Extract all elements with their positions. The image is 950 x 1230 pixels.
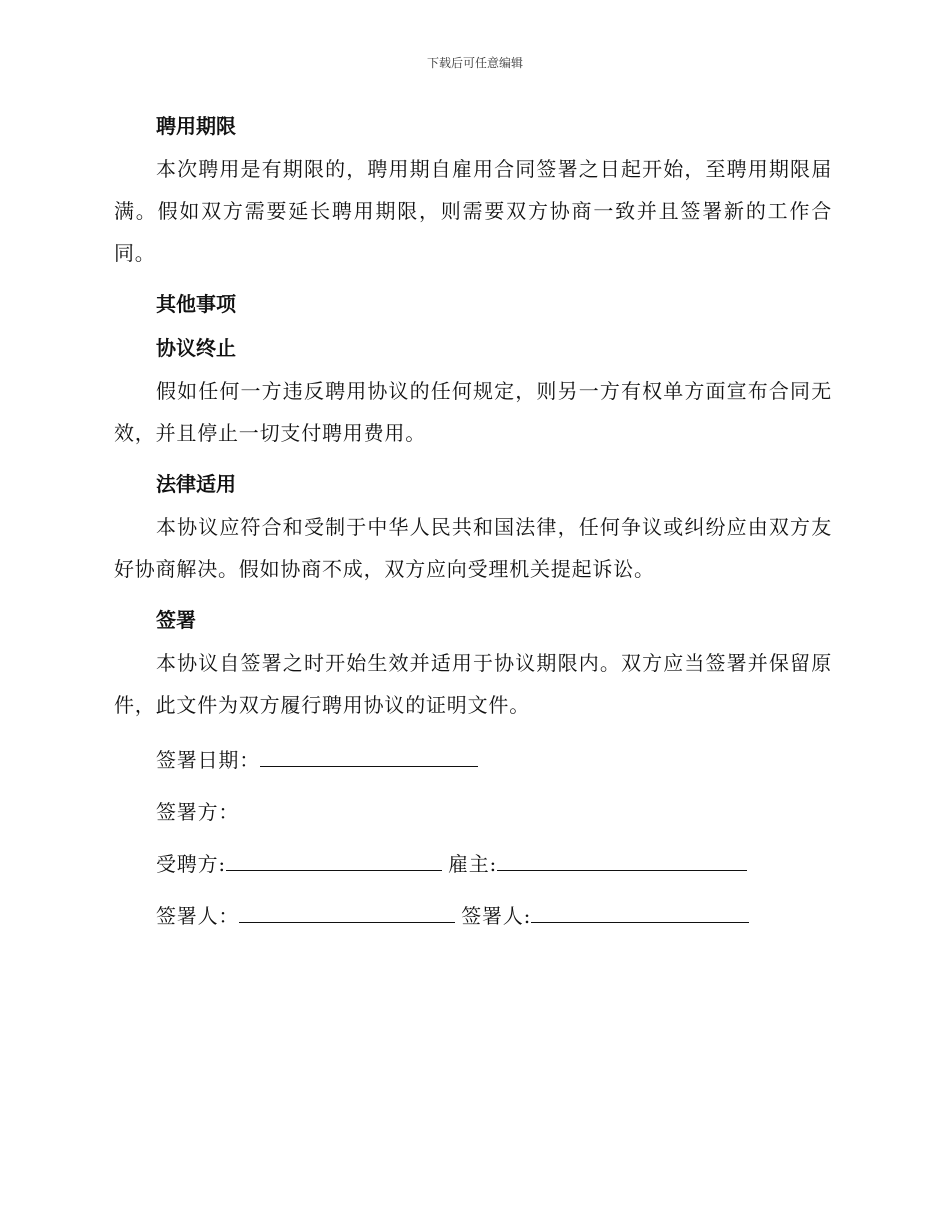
page-header-note: 下载后可任意编辑	[426, 56, 523, 70]
signature-date-blank[interactable]	[260, 765, 478, 767]
signature-date-row	[114, 734, 832, 786]
section-heading-signing: 签署	[156, 608, 196, 632]
employer-label: 雇主:	[447, 852, 498, 876]
document-body	[114, 104, 832, 942]
section-body-law: 本协议应符合和受制于中华人民共和国法律，任何争议或纠纷应由双方友好协商解决。假如协商不成，双方应向受理机关提起诉讼。	[114, 515, 832, 581]
signature-parties-row	[114, 786, 832, 838]
signer-left-blank[interactable]	[239, 921, 455, 923]
signature-date-label: 签署日期：	[156, 748, 260, 772]
section-body-term: 本次聘用是有期限的，聘用期自雇用合同签署之日起开始，至聘用期限届满。假如双方需要延长聘用期限，则需要双方协商一致并且签署新的工作合同。	[114, 157, 832, 265]
employer-blank[interactable]	[497, 869, 747, 871]
section-heading-term: 聘用期限	[156, 114, 236, 138]
signer-row	[114, 890, 832, 942]
signature-parties-label: 签署方：	[156, 800, 240, 824]
employee-blank[interactable]	[226, 869, 442, 871]
section-body-signing: 本协议自签署之时开始生效并适用于协议期限内。双方应当签署并保留原件，此文件为双方履行聘用协议的证明文件。	[114, 651, 832, 717]
signer-left-label: 签署人：	[156, 904, 240, 928]
signer-right-blank[interactable]	[531, 921, 749, 923]
signer-right-label: 签署人:	[461, 904, 532, 928]
employee-label: 受聘方:	[156, 852, 226, 876]
section-body-termination: 假如任何一方违反聘用协议的任何规定，则另一方有权单方面宣布合同无效，并且停止一切支付聘用费用。	[114, 379, 832, 445]
signature-party-row	[114, 838, 832, 890]
section-heading-termination: 协议终止	[156, 336, 236, 360]
section-heading-law: 法律适用	[156, 472, 236, 496]
section-heading-other: 其他事项	[156, 292, 236, 316]
